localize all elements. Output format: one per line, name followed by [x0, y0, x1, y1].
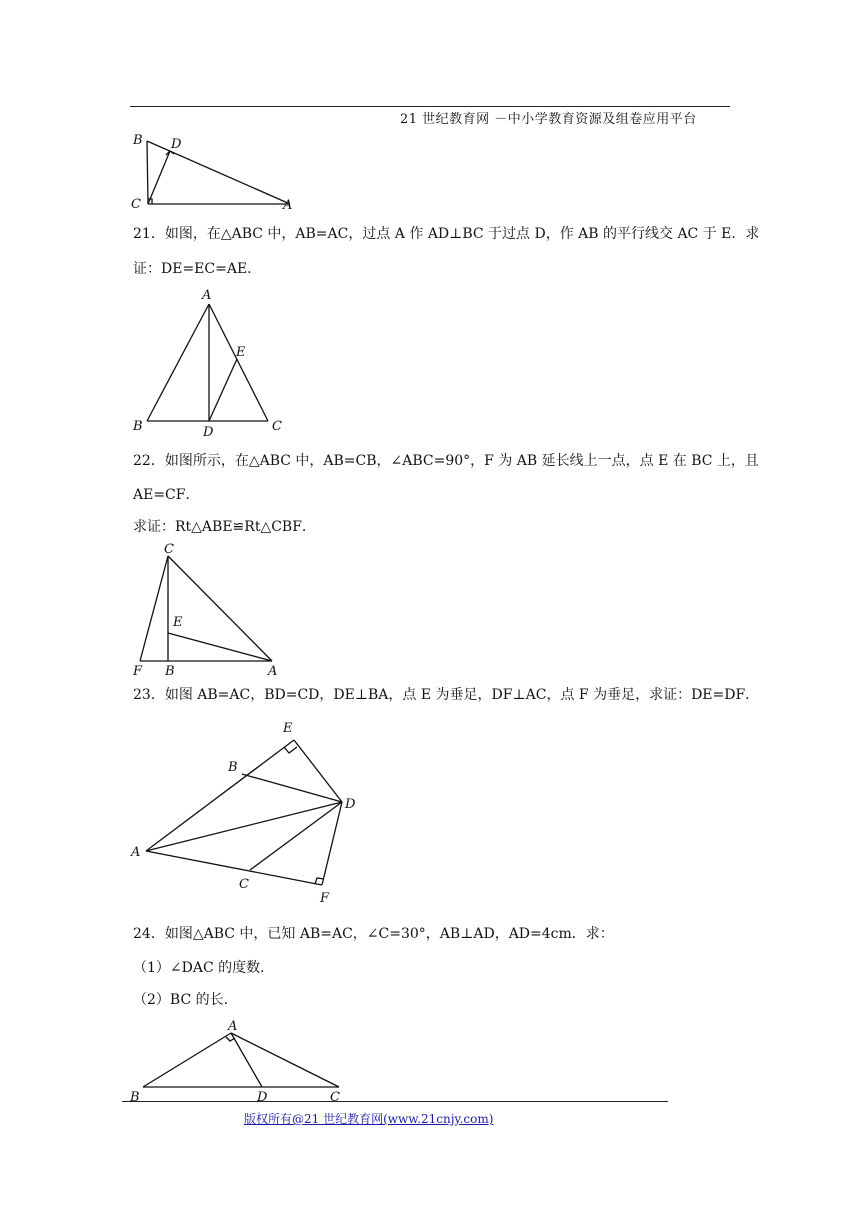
- label-c: C: [131, 197, 141, 212]
- q24-sub1: （1）∠DAC 的度数．: [133, 960, 275, 976]
- label-c: C: [239, 877, 249, 892]
- label-e: E: [283, 721, 293, 736]
- label-b: B: [133, 419, 143, 434]
- label-d: D: [345, 797, 356, 812]
- label-d: D: [171, 137, 182, 152]
- label-a: A: [283, 198, 293, 213]
- label-a: A: [228, 1019, 238, 1034]
- label-b: B: [165, 664, 175, 679]
- segment-ab: [143, 1033, 231, 1087]
- label-b: B: [130, 1090, 140, 1105]
- q22-line3: 求证：Rt△ABE≌Rt△CBF．: [133, 519, 316, 535]
- footer-rule: [122, 1101, 668, 1102]
- label-a: A: [202, 288, 212, 303]
- q22-line1: 22．如图所示，在△ABC 中，AB=CB，∠ABC=90°，F 为 AB 延长线上一点，点 E 在 BC 上，且: [133, 453, 759, 469]
- q22-line2: AE=CF．: [133, 487, 200, 503]
- label-c: C: [330, 1090, 340, 1105]
- label-d: D: [203, 425, 214, 440]
- label-e: E: [236, 345, 246, 360]
- q24-sub2: （2）BC 的长．: [133, 992, 238, 1008]
- label-a: A: [131, 845, 141, 860]
- label-c: C: [272, 419, 282, 434]
- label-a: A: [268, 664, 278, 679]
- q21-line1: 21．如图，在△ABC 中，AB=AC，过点 A 作 AD⊥BC 于过点 D，作 AB 的平行线交 AC 于 E．求: [133, 226, 760, 242]
- header-text: 21 世纪教育网 －中小学教育资源及组卷应用平台: [400, 112, 697, 127]
- q24-line1: 24．如图△ABC 中，已知 AB=AC，∠C=30°，AB⊥AD，AD=4cm．求：: [133, 926, 614, 942]
- label-b: B: [133, 133, 143, 148]
- label-f: F: [133, 664, 143, 679]
- footer-copyright-link[interactable]: 版权所有@21 世纪教育网(www.21cnjy.com): [244, 1112, 494, 1126]
- q23-line1: 23．如图 AB=AC，BD=CD，DE⊥BA，点 E 为垂足，DF⊥AC，点 F 为垂足，求证：DE=DF．: [133, 687, 760, 703]
- label-c: C: [164, 542, 174, 557]
- label-e: E: [173, 615, 183, 630]
- q21-line2: 证：DE=EC=AE．: [133, 261, 262, 277]
- label-b: B: [228, 760, 238, 775]
- label-f: F: [320, 891, 330, 906]
- label-d: D: [257, 1090, 268, 1105]
